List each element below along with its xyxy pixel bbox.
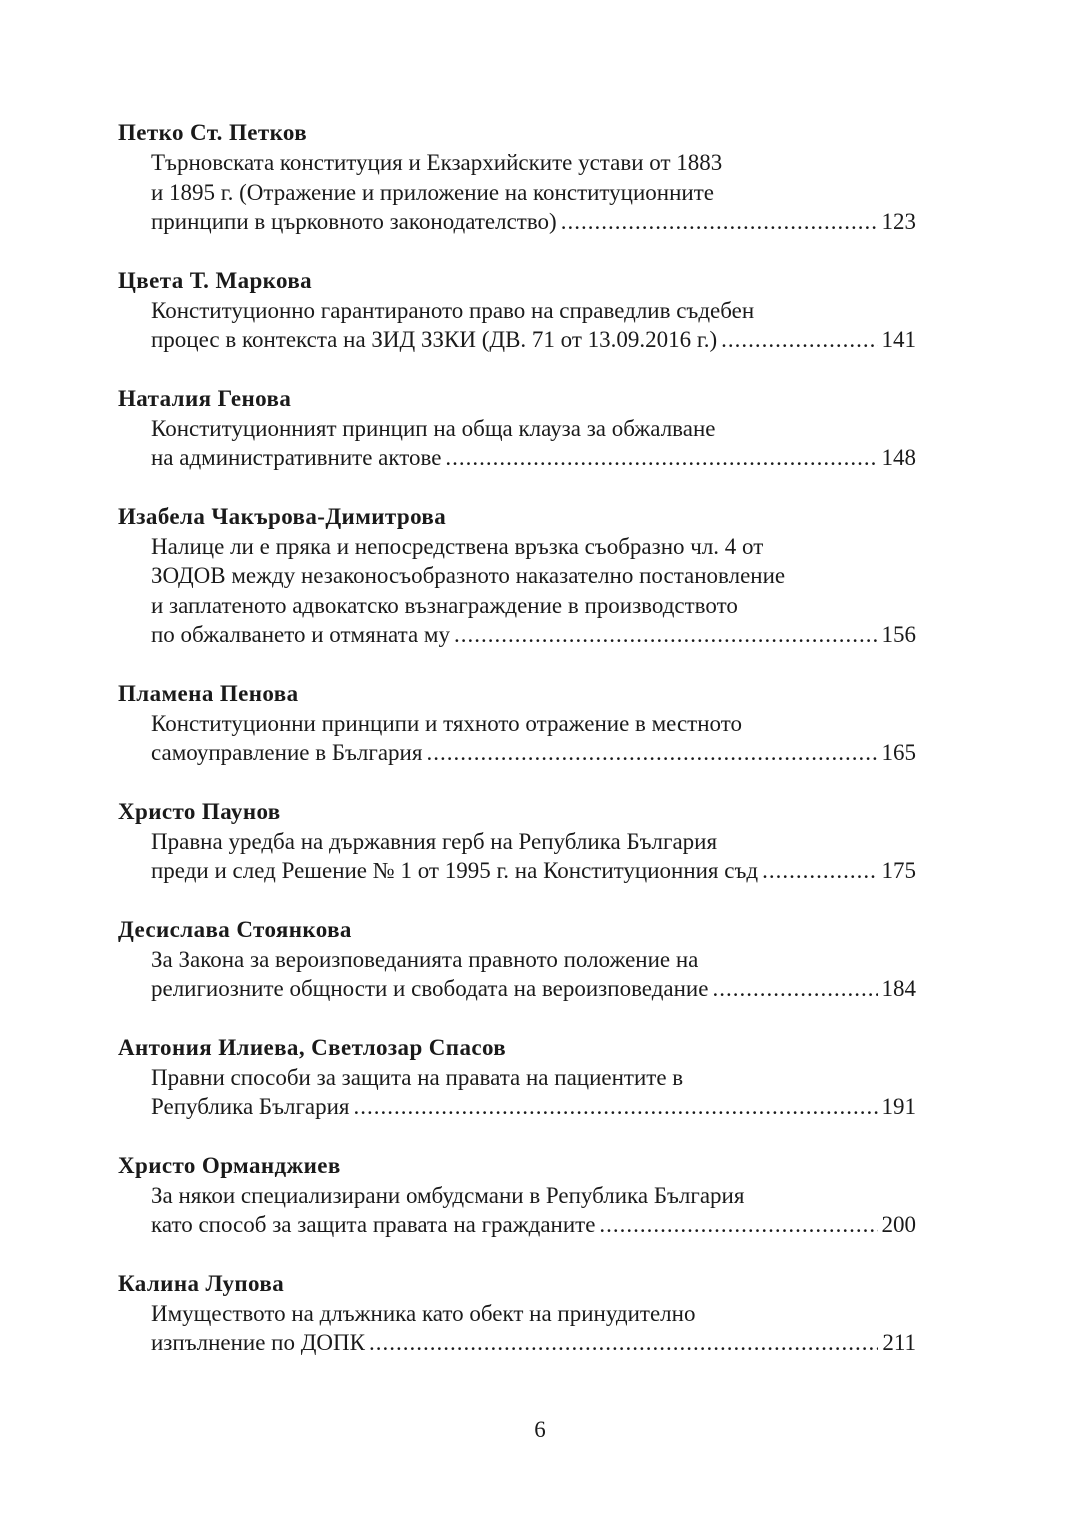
entry-author: Цвета Т. Маркова — [118, 267, 313, 293]
entry-title-line: ЗОДОВ между незаконосъобразното наказателно постановление — [151, 563, 786, 588]
entry-title-line: Република България — [151, 1094, 350, 1119]
entry-page-number: 175 — [881, 858, 916, 883]
entry-last-line — [151, 207, 916, 237]
dot-leader — [354, 1092, 878, 1122]
entry-title-line: Правна уредба на държавния герб на Република България — [151, 828, 718, 854]
toc-entry — [118, 679, 916, 768]
entry-page-number: 211 — [882, 1330, 916, 1355]
entry-title-line: Конституционно гарантираното право на справедлив съдебен — [151, 297, 755, 323]
entry-title — [118, 1063, 916, 1122]
entry-title-line: Правни способи за защита на правата на пациентите в — [151, 1064, 684, 1090]
entry-author: Антония Илиева, Светлозар Спасов — [118, 1034, 507, 1060]
entry-title-line: като способ за защита правата на гражданите — [151, 1212, 596, 1237]
dot-leader — [561, 207, 878, 237]
entry-title-line: самоуправление в България — [151, 740, 423, 765]
entry-title — [118, 532, 916, 650]
entry-author: Десислава Стоянкова — [118, 916, 352, 942]
dot-leader — [454, 620, 878, 650]
entry-last-line — [151, 620, 916, 650]
entry-last-line — [151, 856, 916, 886]
entry-title — [118, 414, 916, 473]
entry-title-line: Конституционни принципи и тяхното отражение в местното — [151, 710, 742, 736]
entry-title — [118, 827, 916, 886]
entry-title-line: и 1895 г. (Отражение и приложение на конституционните — [151, 179, 714, 205]
entry-title — [118, 1181, 916, 1240]
entry-author: Наталия Генова — [118, 385, 292, 411]
entry-title-line: За някои специализирани омбудсмани в Република България — [151, 1182, 745, 1208]
toc-entry — [118, 915, 916, 1004]
toc-entry — [118, 118, 916, 237]
table-of-contents — [118, 118, 916, 1387]
entry-title-line: принципи в църковното законодателство) — [151, 209, 557, 234]
entry-author: Петко Ст. Петков — [118, 120, 308, 145]
entry-title-line: изпълнение по ДОПК — [151, 1330, 365, 1355]
entry-author: Христо Орманджиев — [118, 1152, 341, 1178]
entry-title — [118, 709, 916, 768]
entry-author: Калина Лупова — [118, 1270, 285, 1296]
entry-title-line: по обжалването и отмяната му — [151, 622, 450, 647]
entry-title-line: преди и след Решение № 1 от 1995 г. на Конституционния съд — [151, 858, 759, 883]
entry-title — [118, 296, 916, 355]
entry-title-line: процес в контекста на ЗИД ЗЗКИ (ДВ. 71 от 13.09.2016 г.) — [151, 327, 718, 352]
entry-page-number: 165 — [881, 740, 916, 765]
entry-page-number: 148 — [881, 445, 916, 470]
page-number: 6 — [534, 1417, 546, 1442]
toc-entry — [118, 502, 916, 650]
toc-entry — [118, 384, 916, 473]
entry-last-line — [151, 325, 916, 355]
entry-title — [118, 148, 916, 237]
toc-entry — [118, 1269, 916, 1358]
toc-entry — [118, 1033, 916, 1122]
entry-title-line: Имуществото на длъжника като обект на принудително — [151, 1300, 696, 1326]
entry-page-number: 123 — [881, 209, 916, 234]
dot-leader — [369, 1328, 878, 1358]
dot-leader — [762, 856, 877, 886]
entry-page-number: 191 — [881, 1094, 916, 1119]
dot-leader — [721, 325, 877, 355]
dot-leader — [445, 443, 877, 473]
entry-last-line — [151, 1328, 916, 1358]
toc-entry — [118, 1151, 916, 1240]
entry-page-number: 141 — [881, 327, 916, 352]
entry-title-line: Търновската конституция и Екзархийските устави от 1883 — [151, 150, 723, 175]
entry-author: Пламена Пенова — [118, 680, 299, 706]
dot-leader — [426, 738, 877, 768]
entry-page-number: 200 — [881, 1212, 916, 1237]
entry-title-line: Налице ли е пряка и непосредствена връзка съобразно чл. 4 от — [151, 533, 764, 559]
entry-last-line — [151, 1210, 916, 1240]
entry-author: Христо Паунов — [118, 798, 281, 824]
entry-last-line — [151, 1092, 916, 1122]
entry-last-line — [151, 974, 916, 1004]
entry-last-line — [151, 443, 916, 473]
entry-title — [118, 945, 916, 1004]
toc-entry — [118, 266, 916, 355]
entry-title — [118, 1299, 916, 1358]
entry-page-number: 184 — [881, 976, 916, 1001]
entry-last-line — [151, 738, 916, 768]
entry-title-line: За Закона за вероизповеданията правното положение на — [151, 946, 699, 972]
entry-title-line: и заплатеното адвокатско възнаграждение в производството — [151, 592, 738, 618]
dot-leader — [599, 1210, 877, 1240]
toc-entry — [118, 797, 916, 886]
entry-title-line: на административните актове — [151, 445, 442, 470]
entry-author: Изабела Чакърова-Димитрова — [118, 503, 447, 529]
entry-page-number: 156 — [881, 622, 916, 647]
entry-title-line: религиозните общности и свободата на вероизповедание — [151, 976, 709, 1001]
entry-title-line: Конституционният принцип на обща клауза за обжалване — [151, 415, 716, 441]
dot-leader — [712, 974, 877, 1004]
